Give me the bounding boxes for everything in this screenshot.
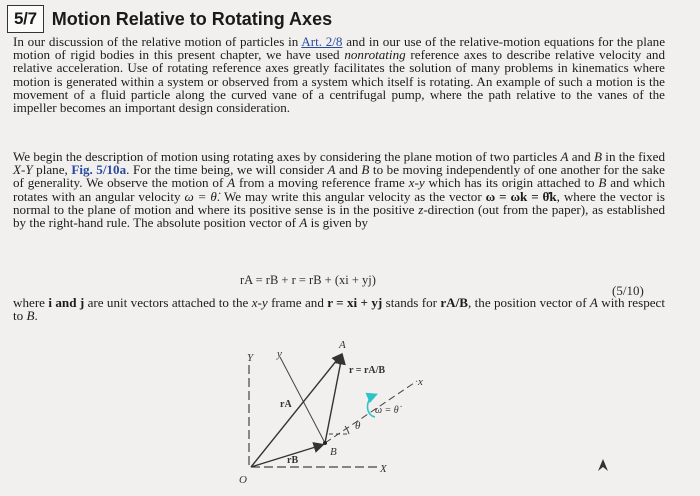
math-expression: r = xi + yj [327,295,383,310]
text-run: . [34,308,38,324]
text-run: and which rotates with an angular velocity [13,175,665,204]
label-omega: ω = θ̇ [375,405,399,416]
text-run: and [568,149,594,164]
math-symbol: A [560,149,569,164]
text-run: in the fixed [602,149,665,164]
math-symbol: z [418,201,424,217]
label-y: y [277,348,282,360]
text-run: In our discussion of the relative motion of particles in [13,34,302,49]
label-B: B [330,446,337,458]
text-run: , the position vector of [468,295,590,310]
omega-rotation-arrow [368,395,376,417]
label-rB: rB [287,455,299,466]
text-run: and in our use of the relative-motion equations for the plane motion of rigid bodies in this present chapter, we have used [13,34,666,63]
label-Y: Y [247,352,254,364]
label-x: x [418,376,423,388]
text-run: frame and [267,295,328,310]
text-run: and [335,162,362,178]
math-symbol: rA/B [440,295,469,310]
math-symbol: A [227,175,236,191]
emphasis-text: nonrotating [344,47,406,63]
r-relative-vector [325,356,342,443]
paragraph-rotating-axes [13,150,665,229]
label-A: A [339,339,346,351]
figure-link[interactable]: Fig. 5/10a [71,162,127,178]
paragraph-intro [13,35,665,114]
point-B [323,441,327,445]
math-symbol: X-Y [13,162,33,178]
label-theta: θ [355,420,361,432]
label-X: X [380,463,387,475]
text-run: , where the vector is normal to the plane of motion and where its positive sense is in the positive [13,188,665,217]
label-O: O [239,474,247,486]
math-expression: ω = θ̇ [184,188,217,204]
text-run: stands for [382,295,441,310]
position-equation: rA = rB + r = rB + (xi + yj) [240,273,376,287]
text-run: -direction (out from the paper), as established by the right-hand rule. The absolute position vector of [13,201,665,231]
math-symbol: A [327,162,336,178]
text-run: We begin the description of motion using rotating axes by considering the plane motion of two particles [13,149,561,164]
math-symbol: x-y [408,175,425,191]
text-run: to be moving independently of one another for the sake of generality. We observe the motion of [13,162,665,191]
rA-vector [251,355,341,467]
math-symbol: i and j [48,295,85,310]
text-run: is given by [307,215,369,231]
text-run: which has its origin attached to [424,175,599,191]
math-symbol: x-y [251,295,268,310]
math-symbol: B [598,175,607,191]
math-symbol: B [26,308,35,324]
math-symbol: A [589,295,598,310]
math-symbol: A [299,215,308,231]
article-link[interactable]: Art. 2/8 [301,34,343,49]
label-r-relative: r = rA/B [349,365,386,376]
text-run: where [13,295,49,310]
rotating-axes-diagram [225,335,435,495]
math-symbol: B [361,162,370,178]
text-run: with respect to [13,295,666,324]
text-run: from a moving reference frame [235,175,409,191]
equation-number: (5/10) [612,283,644,298]
paragraph-unit-vectors [13,296,665,322]
text-run: are unit vectors attached to the [84,295,252,310]
section-number: 5/7 [7,5,44,33]
text-run: plane, [32,162,72,178]
section-title: Motion Relative to Rotating Axes [51,8,333,29]
math-symbol: B [594,149,602,164]
text-run: . We may write this angular velocity as the vector [216,188,486,204]
cursor-arrow-icon [597,458,609,472]
math-expression: ω = ωk = θ̇k [485,188,557,204]
text-run: . For the time being, we will consider [126,162,328,178]
section-header [7,4,332,34]
text-run: reference axes to describe relative velocity and relative acceleration. Use of rotating reference axes greatly facilitates the solution of many problems in kinematics where motion is generated within a system or observed from a system which itself is rotating. An example of such a motion is the movement of a fluid particle along the curved vane of a centrifugal pump, where the path relative to the vanes of the impeller becomes an important design consideration. [13,47,665,116]
label-rA: rA [280,399,292,410]
